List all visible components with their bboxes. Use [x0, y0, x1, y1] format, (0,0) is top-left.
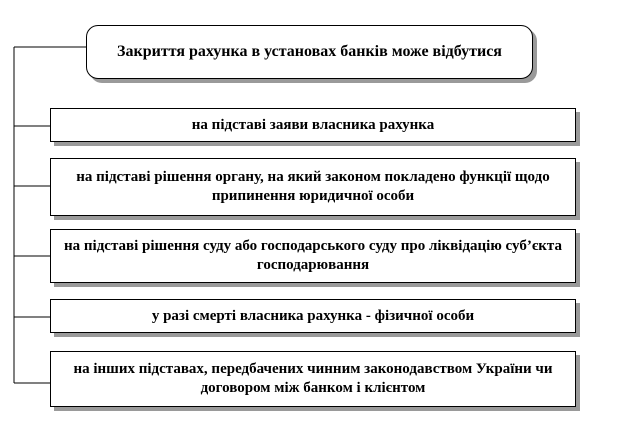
title-text: Закриття рахунка в установах банків може відбутися [117, 43, 502, 60]
item-box-4 [50, 299, 576, 333]
item-box-3 [50, 229, 576, 283]
title-box [86, 25, 533, 79]
item-text-4: у разі смерті власника рахунка - фізичної особи [151, 307, 475, 324]
item-box-2 [50, 158, 576, 216]
item-text-2: на підставі рішення органу, на який законом покладено функції щодо припинення юридичної особи [76, 169, 550, 204]
item-text-1: на підставі заяви власника рахунка [191, 116, 435, 133]
item-box-1 [50, 108, 576, 142]
item-text-3: на підставі рішення суду або господарського суду про ліквідацію суб’єкта господарювання [64, 238, 562, 273]
item-box-5 [50, 351, 576, 407]
item-text-5: на інших підставах, передбачених чинним законодавством України чи договором між банком і клієнтом [73, 361, 553, 396]
